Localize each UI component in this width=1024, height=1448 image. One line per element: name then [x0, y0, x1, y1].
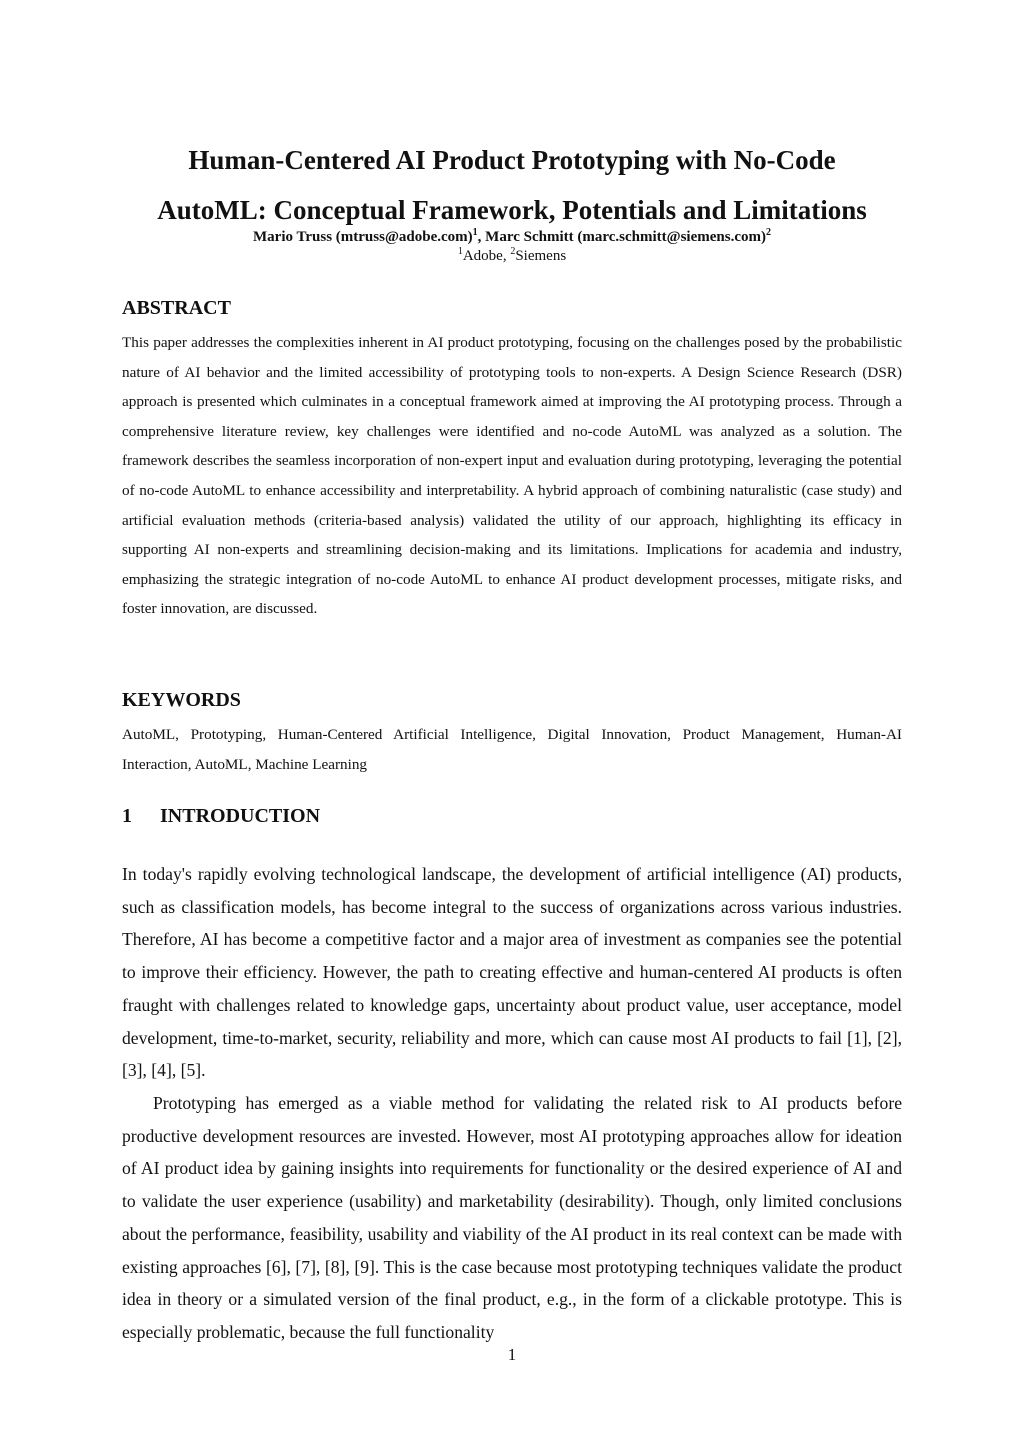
keywords-text: AutoML, Prototyping, Human-Centered Artificial Intelligence, Digital Innovation, Product Management, Human-AI Interaction, AutoML, Machine Learning [122, 726, 902, 773]
author-separator: , [477, 229, 486, 245]
affiliation-2: Siemens [515, 248, 567, 264]
author-list [100, 227, 924, 247]
affiliation-2-mark: 2 [510, 246, 516, 257]
introduction-heading [122, 804, 320, 828]
abstract-heading: ABSTRACT [122, 297, 231, 319]
section-number: 1 [122, 805, 132, 827]
keywords-heading: KEYWORDS [122, 689, 241, 711]
affiliation-1: Adobe, [462, 248, 511, 264]
affiliation-1-mark: 1 [457, 246, 463, 257]
introduction-paragraph-1: In today's rapidly evolving technological landscape, the development of artificial intelligence (AI) products, such as classification models, has become integral to the success of organizations across various industries. Therefore, AI has become a competitive factor and a major area of investment as companies see the potential to improve their efficiency. However, the path to creating effective and human-centered AI products is often fraught with challenges related to knowledge gaps, uncertainty about product value, user acceptance, model development, time-to-market, security, reliability and more, which can cause most AI products to fail [1], [2], [3], [4], [5]. [122, 864, 902, 1081]
author-2-affiliation-mark: 2 [765, 227, 771, 238]
paper-title [100, 135, 924, 235]
author-1-affiliation-mark: 1 [472, 227, 478, 238]
author-2: Marc Schmitt (marc.schmitt@siemens.com) [485, 229, 766, 245]
page-number: 1 [507, 1345, 517, 1364]
affiliations [100, 246, 924, 266]
introduction-paragraph-2: Prototyping has emerged as a viable method for validating the related risk to AI products before productive development resources are invested. However, most AI prototyping approaches allow for ideation of AI product idea by gaining insights into requirements for functionality or the desired experience of AI and to validate the user experience (usability) and marketability (desirability). Though, only limited conclusions about the performance, feasibility, usability and viability of the AI product in its real context can be made with existing approaches [6], [7], [8], [9]. This is the case because most prototyping techniques validate the product idea in theory or a simulated version of the final product, e.g., in the form of a clickable prototype. This is especially problematic, because the full functionality [122, 1093, 902, 1342]
author-1: Mario Truss (mtruss@adobe.com) [253, 229, 473, 245]
abstract-text: This paper addresses the complexities inherent in AI product prototyping, focusing on the challenges posed by the probabilistic nature of AI behavior and the limited accessibility of prototyping tools to non-experts. A Design Science Research (DSR) approach is presented which culminates in a conceptual framework aimed at improving the AI prototyping process. Through a comprehensive literature review, key challenges were identified and no-code AutoML was analyzed as a solution. The framework describes the seamless incorporation of non-expert input and evaluation during prototyping, leveraging the potential of no-code AutoML to enhance accessibility and interpretability. A hybrid approach of combining naturalistic (case study) and artificial evaluation methods (criteria-based analysis) validated the utility of our approach, highlighting its efficacy in supporting AI non-experts and streamlining decision-making and its limitations. Implications for academia and industry, emphasizing the strategic integration of no-code AutoML to enhance AI product development processes, mitigate risks, and foster innovation, are discussed. [122, 334, 902, 618]
title-line-1: Human-Centered AI Product Prototyping with No-Code [188, 145, 836, 176]
section-title: INTRODUCTION [160, 805, 321, 827]
title-line-2: AutoML: Conceptual Framework, Potentials and Limitations [157, 195, 867, 226]
